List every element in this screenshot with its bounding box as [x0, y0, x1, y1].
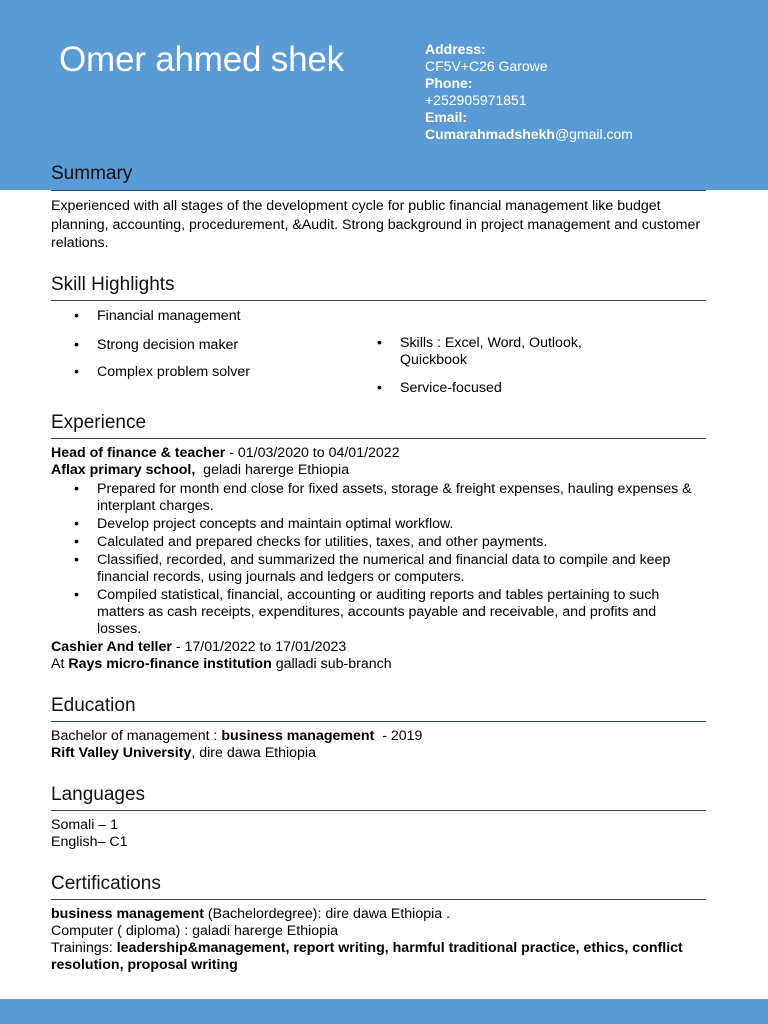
skill-item: • Financial management — [74, 308, 241, 324]
university-name: Rift Valley University — [51, 745, 192, 761]
job1-role: Head of finance & teacher — [51, 445, 226, 461]
degree-line — [51, 728, 706, 745]
summary-text: Experienced with all stages of the development cycle for public financial management like budget planning, accounting, procedurement, &Audit. Strong background in project management and customer relations. — [51, 198, 701, 251]
bullet-icon: • — [74, 534, 79, 550]
email-domain: @gmail.com — [554, 126, 633, 142]
job2-org: Rays micro-finance institution — [68, 656, 272, 672]
address-label: Address: — [425, 41, 486, 57]
cert-line-3 — [51, 940, 706, 974]
job1-dates: - 01/03/2020 to 04/01/2022 — [225, 445, 400, 461]
bullet-icon: • — [74, 481, 79, 497]
degree-year: - 2019 — [374, 728, 423, 744]
job1-location: geladi harerge Ethiopia — [195, 462, 350, 478]
trainings-list: leadership&management, report writing, harmful traditional practice, ethics, conflict resolution, proposal writing — [51, 940, 683, 973]
email-user: Cumarahmadshekh — [425, 126, 555, 142]
job1-bullet: • Calculated and prepared checks for utilities, taxes, and other payments. — [74, 534, 548, 550]
email-label: Email: — [425, 109, 468, 125]
job2-role: Cashier And teller — [51, 639, 172, 655]
job1-bullet: • Develop project concepts and maintain optimal workflow. — [74, 516, 454, 532]
job2-location: galladi sub-branch — [271, 656, 392, 672]
cert-line-2: Computer ( diploma) : galadi harerge Ethiopia — [51, 923, 339, 939]
cert-line-1 — [51, 906, 706, 923]
job2-title-line — [51, 639, 706, 656]
job1-bullet: • Prepared for month end close for fixed assets, storage & freight expenses, hauling expenses & interplant charges. — [74, 481, 692, 514]
summary-heading: Summary — [51, 163, 133, 184]
job1-bullet: • Classified, recorded, and summarized the numerical and financial data to compile and keep financial records, using journals and ledgers or computers. — [74, 552, 671, 585]
language-item: Somali – 1 — [51, 817, 119, 833]
certifications-rule — [51, 899, 706, 900]
contact-block — [425, 41, 755, 143]
skill-item: • Complex problem solver — [74, 364, 250, 380]
experience-heading: Experience — [51, 412, 147, 433]
languages-rule — [51, 810, 706, 811]
degree-field: business management — [221, 728, 375, 744]
education-heading: Education — [51, 695, 136, 716]
bullet-icon: • — [74, 337, 79, 353]
bullet-icon: • — [74, 308, 79, 324]
bullet-icon: • — [74, 364, 79, 380]
phone-label: Phone: — [425, 75, 473, 91]
bullet-icon: • — [74, 587, 79, 603]
cert-degree-detail: (Bachelordegree): dire dawa Ethiopia . — [203, 906, 451, 922]
job1-title-line — [51, 445, 706, 462]
language-item: English– C1 — [51, 834, 128, 850]
languages-heading: Languages — [51, 784, 146, 805]
bullet-icon: • — [377, 335, 382, 351]
experience-rule — [51, 438, 706, 439]
bullet-icon: • — [74, 552, 79, 568]
job2-at: At — [51, 656, 69, 672]
skills-rule — [51, 300, 706, 301]
bullet-icon: • — [377, 380, 382, 396]
job2-org-line — [51, 656, 706, 673]
university-line — [51, 745, 706, 762]
education-rule — [51, 721, 706, 722]
footer-banner — [0, 999, 768, 1024]
job2-dates: - 17/01/2022 to 17/01/2023 — [171, 639, 347, 655]
degree-prefix: Bachelor of management : — [51, 728, 222, 744]
email-value[interactable] — [425, 126, 755, 143]
candidate-name: Omer ahmed shek — [59, 40, 344, 79]
summary-rule — [51, 190, 706, 191]
bullet-icon: • — [74, 516, 79, 532]
cert-degree: business management — [51, 906, 204, 922]
skills-heading: Skill Highlights — [51, 274, 175, 295]
skill-item: • Skills : Excel, Word, Outlook, Quickbook — [377, 335, 582, 368]
address-value: CF5V+C26 Garowe — [425, 58, 548, 74]
job1-bullet: • Compiled statistical, financial, accounting or auditing reports and tables pertaining to such matters as cash receipts, expenditures, accounts payable and receivable, and profits and losses. — [74, 587, 660, 637]
skill-item: • Service-focused — [377, 380, 502, 396]
skill-item: • Strong decision maker — [74, 337, 239, 353]
university-location: , dire dawa Ethiopia — [191, 745, 316, 761]
certifications-heading: Certifications — [51, 873, 161, 894]
phone-value: +252905971851 — [425, 92, 527, 108]
job1-org-line — [51, 462, 706, 479]
trainings-label: Trainings: — [51, 940, 117, 956]
job1-org: Aflax primary school, — [51, 462, 196, 478]
